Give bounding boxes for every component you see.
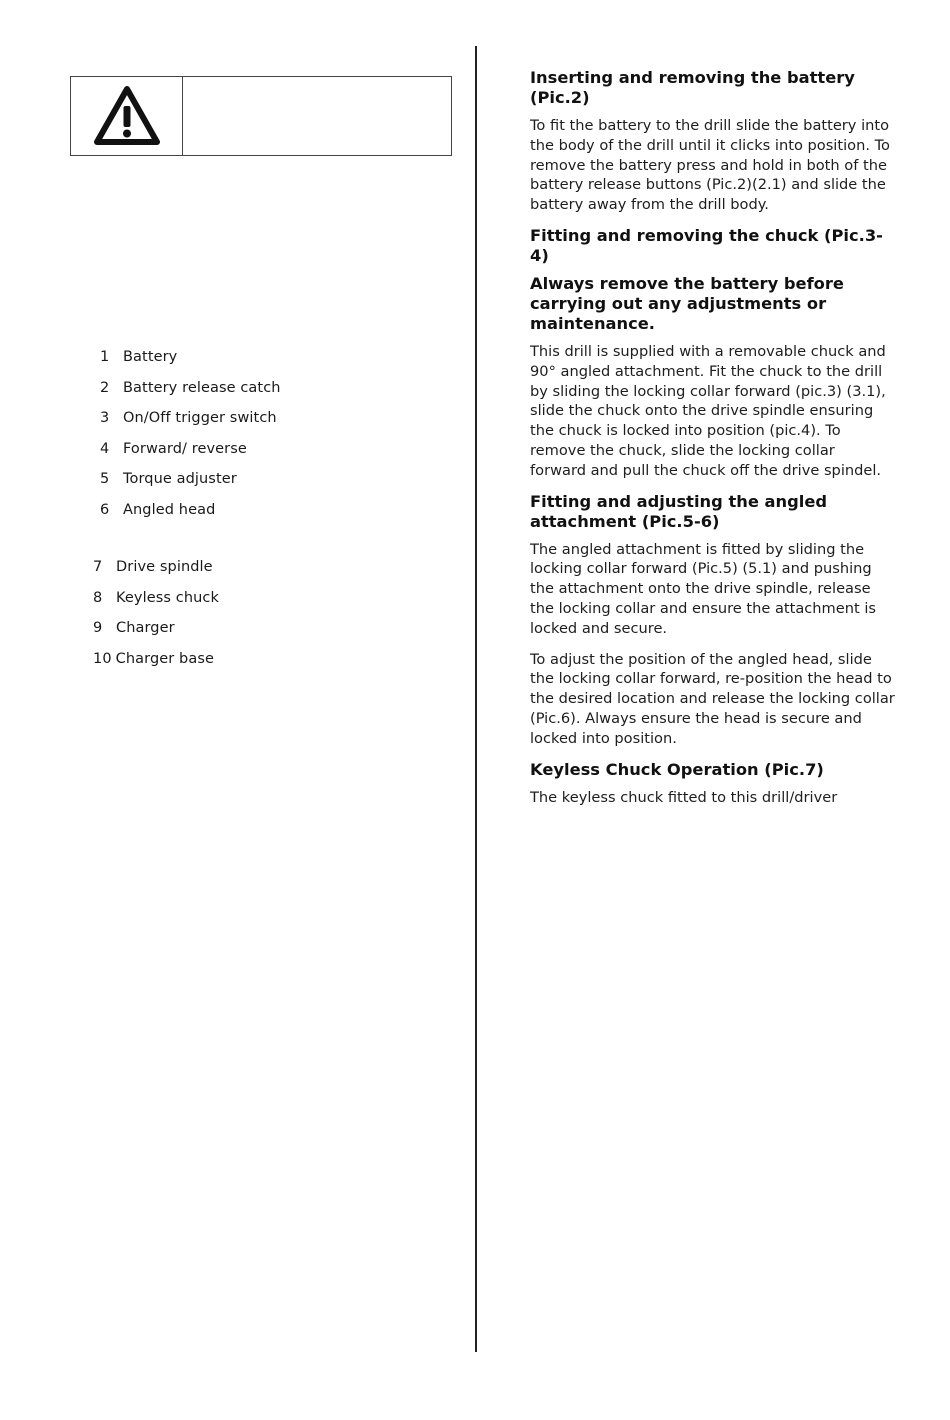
list-item <box>100 408 281 439</box>
part-number: 2 <box>100 379 110 396</box>
keyless-body: The keyless chuck fitted to this drill/driver <box>530 788 838 806</box>
list-item <box>93 557 219 588</box>
chuck-warning: Always remove the battery before carrying out any adjustments or maintenance. <box>530 273 844 333</box>
part-label: Keyless chuck <box>116 589 219 606</box>
part-number: 10 <box>93 650 112 667</box>
list-item <box>100 469 281 500</box>
part-label: Torque adjuster <box>123 471 237 487</box>
battery-heading: Inserting and removing the battery (Pic.2) <box>530 68 855 107</box>
part-label: Drive spindle <box>116 559 213 575</box>
parts-list-2 <box>93 557 219 679</box>
list-item <box>93 649 219 680</box>
part-label: Angled head <box>123 501 216 518</box>
angled-heading: Fitting and adjusting the angled attachment (Pic.5-6) <box>530 491 828 531</box>
column-divider <box>475 46 477 1352</box>
part-number: 6 <box>100 501 110 518</box>
part-number: 8 <box>93 589 103 606</box>
instructions-column <box>530 68 895 818</box>
part-label: Battery <box>123 349 178 365</box>
part-number: 3 <box>100 410 110 426</box>
warning-box <box>70 76 452 156</box>
list-item <box>100 439 281 470</box>
list-item <box>100 500 281 531</box>
parts-list-1 <box>100 347 281 530</box>
part-label: Charger <box>116 620 175 636</box>
part-number: 7 <box>93 559 103 575</box>
chuck-body: This drill is supplied with a removable chuck and 90° angled attachment. Fit the chuck to the drill by sliding the locking collar forward (pic.3) (3.1), slide the chuck onto the drive spindle ensuring the chuck is locked into position (pic.4). To remove the chuck, slide the locking collar forward and pull the chuck off the drive spindel. <box>530 342 886 479</box>
part-label: Forward/ reverse <box>123 440 247 457</box>
battery-body: To fit the battery to the drill slide the battery into the body of the drill until it clicks into position. To remove the battery press and hold in both of the battery release buttons (Pic.2)(2.1) and slide the battery away from the drill body. <box>530 117 890 214</box>
part-number: 1 <box>100 349 110 365</box>
list-item <box>100 378 281 409</box>
part-label: On/Off trigger switch <box>123 410 277 426</box>
warning-triangle-icon <box>93 85 161 147</box>
warning-icon-cell <box>71 77 183 155</box>
angled-body-1: The angled attachment is fitted by sliding the locking collar forward (Pic.5) (5.1) and pushing the attachment onto the drive spindle, release the locking collar and ensure the attachment is locked and secure. <box>530 540 877 637</box>
list-item <box>93 588 219 619</box>
part-number: 4 <box>100 440 110 457</box>
part-label: Battery release catch <box>123 379 281 396</box>
part-label: Charger base <box>115 650 215 667</box>
chuck-heading: Fitting and removing the chuck (Pic.3-4) <box>530 225 883 265</box>
keyless-heading: Keyless Chuck Operation (Pic.7) <box>530 759 824 779</box>
part-number: 5 <box>100 471 110 487</box>
list-item <box>93 618 219 649</box>
part-number: 9 <box>93 620 103 636</box>
list-item <box>100 347 281 378</box>
angled-body-2: To adjust the position of the angled head, slide the locking collar forward, re-position the head to the desired location and release the locking collar (Pic.6). Always ensure the head is secure and locked into position. <box>530 650 895 747</box>
